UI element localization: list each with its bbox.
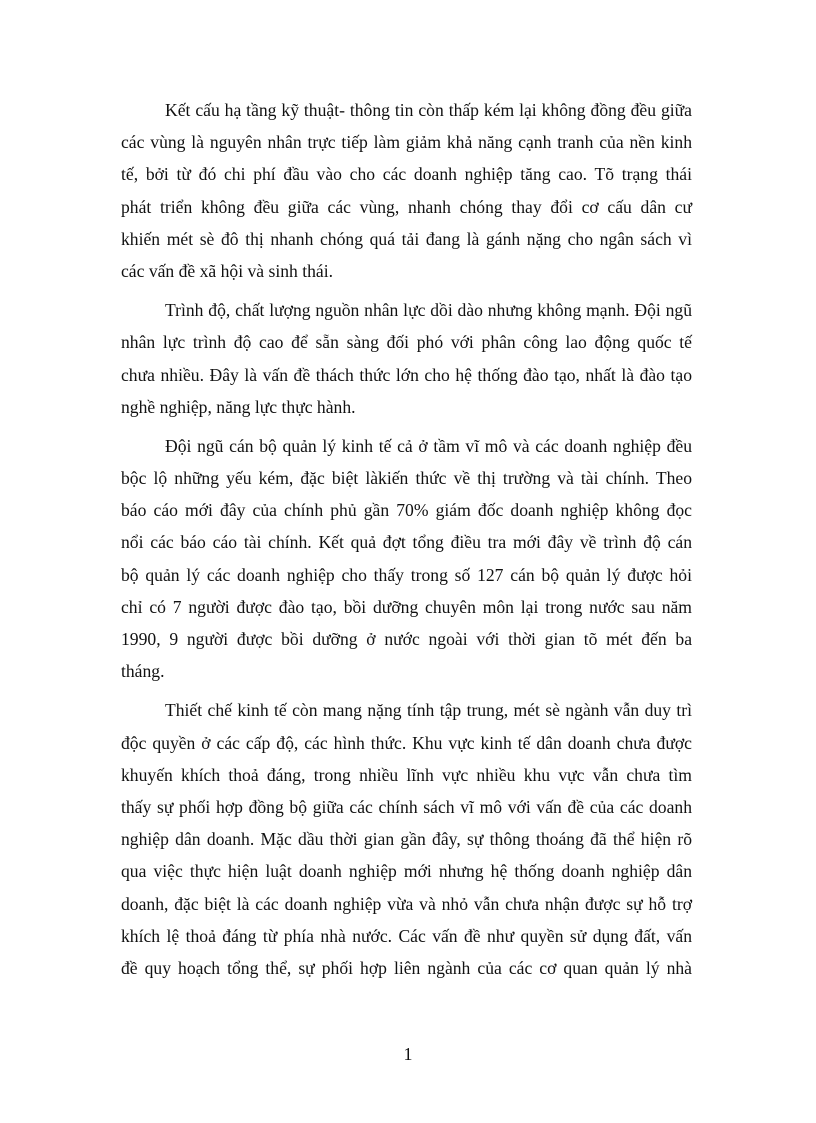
- document-body: [121, 94, 692, 991]
- text-line: đề quy hoạch tổng thể, sự phối hợp liên ngành của các cơ quan quản lý nhà: [121, 957, 692, 978]
- paragraph-management-staff: [121, 430, 692, 688]
- text-line: chỉ có 7 người được đào tạo, bồi dưỡng chuyên môn lại trong nước sau năm: [121, 596, 692, 617]
- text-line: báo cáo mới đây của chính phủ gần 70% giám đốc doanh nghiệp không đọc: [121, 500, 692, 521]
- text-line: khuyến khích thoả đáng, trong nhiều lĩnh vực nhiều khu vực vẫn chưa tìm: [121, 764, 692, 785]
- text-line: độc quyền ở các cấp độ, các hình thức. Khu vực kinh tế dân doanh chưa được: [121, 732, 692, 753]
- text-line: Kết cấu hạ tầng kỹ thuật- thông tin còn thấp kém lại không đồng đều giữa: [165, 100, 692, 120]
- paragraph-infrastructure: [121, 94, 692, 287]
- text-line: qua việc thực hiện luật doanh nghiệp mới nhưng hệ thống doanh nghiệp dân: [121, 861, 692, 882]
- text-line: 1990, 9 người được bồi dưỡng ở nước ngoài với thời gian tõ mét đến ba: [121, 629, 692, 649]
- text-line: doanh, đặc biệt là các doanh nghiệp vừa và nhỏ vẫn chưa nhận được sự hỗ trợ: [121, 893, 692, 914]
- text-line: khiến mét sè đô thị nhanh chóng quá tải đang là gánh nặng cho ngân sách vì: [121, 228, 692, 249]
- text-line: nghề nghiệp, năng lực thực hành.: [121, 396, 356, 417]
- text-line: nổi các báo cáo tài chính. Kết quả đợt tổng điều tra mới đây về trình độ cán: [121, 532, 692, 553]
- text-line: Trình độ, chất lượng nguồn nhân lực dồi dào nhưng không mạnh. Đội ngũ: [165, 300, 692, 321]
- text-line: tháng.: [121, 661, 165, 682]
- paragraph-economic-institutions: [121, 694, 692, 984]
- text-line: thấy sự phối hợp đồng bộ giữa các chính sách vĩ mô với vấn đề của các doanh: [121, 796, 692, 817]
- paragraph-human-resources: [121, 294, 692, 423]
- text-line: chưa nhiều. Đây là vấn đề thách thức lớn cho hệ thống đào tạo, nhất là đào tạo: [121, 364, 692, 385]
- text-line: bộc lộ những yếu kém, đặc biệt làkiến thức về thị trường và tài chính. Theo: [121, 468, 692, 489]
- text-line: phát triển không đều giữa các vùng, nhanh chóng thay đổi cơ cấu dân cư: [121, 196, 692, 217]
- text-line: các vấn đề xã hội và sinh thái.: [121, 260, 334, 281]
- text-line: nghiệp dân doanh. Mặc dầu thời gian gần đây, sự thông thoáng đã thể hiện rõ: [121, 829, 692, 850]
- page-number: 1: [403, 1044, 413, 1064]
- text-line: bộ quản lý các doanh nghiệp cho thấy trong số 127 cán bộ quản lý được hỏi: [121, 564, 692, 585]
- text-line: nhân lực trình độ cao để sẵn sàng đối phó với phân công lao động quốc tế: [121, 332, 692, 353]
- text-line: Thiết chế kinh tế còn mang nặng tính tập trung, mét sè ngành vẫn duy trì: [165, 700, 692, 721]
- text-line: khích lệ thoả đáng từ phía nhà nước. Các vấn đề như quyền sử dụng đất, vấn: [121, 925, 692, 946]
- text-line: tế, bởi từ đó chi phí đầu vào cho các doanh nghiệp tăng cao. Tõ trạng thái: [121, 164, 692, 185]
- text-line: các vùng là nguyên nhân trực tiếp làm giảm khả năng cạnh tranh của nền kinh: [121, 132, 692, 153]
- text-line: Đội ngũ cán bộ quản lý kinh tế cả ở tầm vĩ mô và các doanh nghiệp đều: [165, 435, 692, 456]
